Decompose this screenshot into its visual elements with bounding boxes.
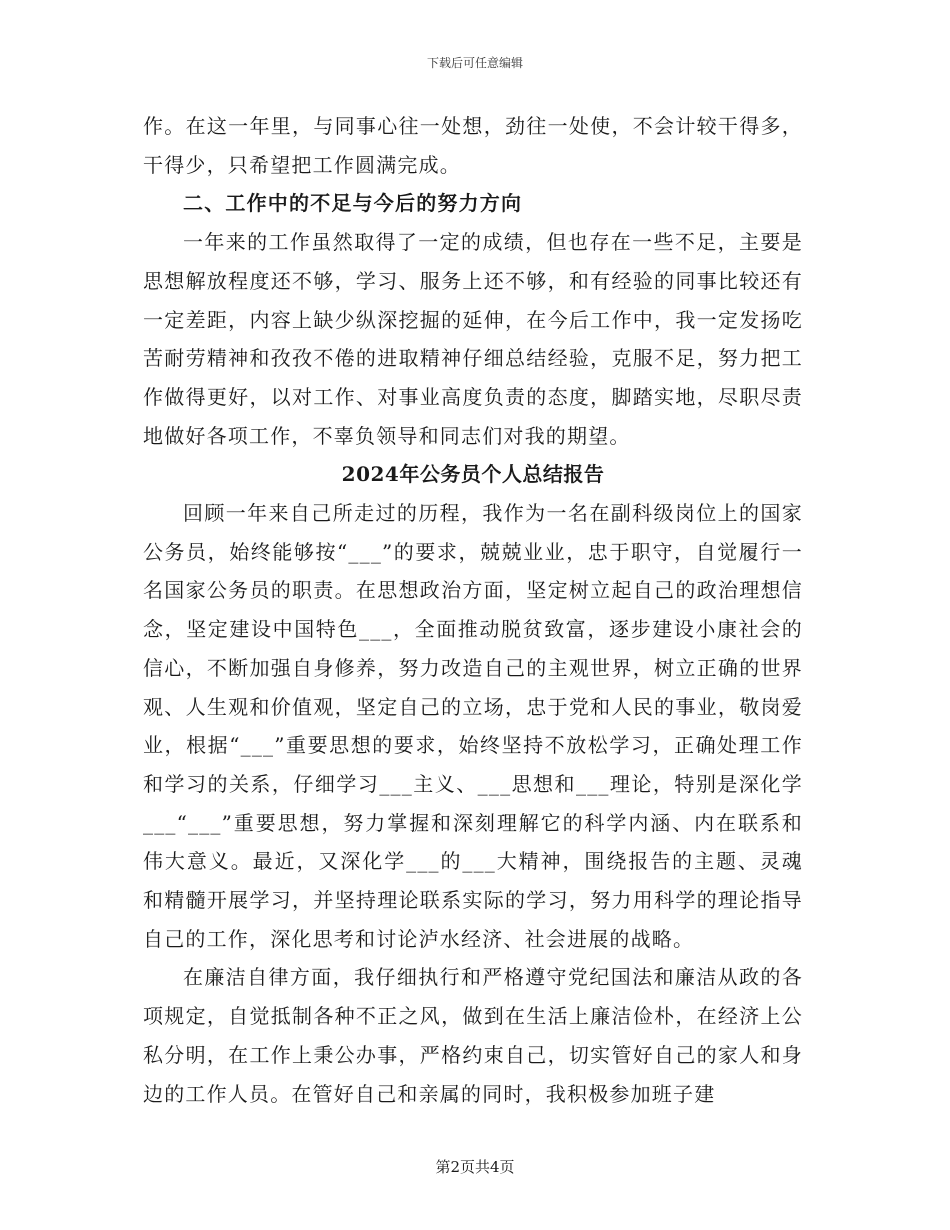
section-heading: 二、工作中的不足与今后的努力方向 [183,191,523,216]
paragraph-shortcomings: 一年来的工作虽然取得了一定的成绩，但也存在一些不足，主要是思想解放程度还不够，学习、服务上还不够，和有经验的同事比较还有一定差距，内容上缺少纵深挖掘的延伸，在今后工作中，我一定发扬吃苦耐劳精神和孜孜不倦的进取精神仔细总结经验，克服不足，努力把工作做得更好，以对工作、对事业高度负责的态度，脚踏实地，尽职尽责地做好各项工作，不辜负领导和同志们对我的期望。 [143,230,803,448]
document-title: 2024年公务员个人总结报告 [341,462,605,487]
paragraph-continuation: 作。在这一年里，与同事心往一处想，劲往一处使，不会计较干得多，干得少，只希望把工作圆满完成。 [143,114,803,177]
page-number: 第2页共4页 [435,1158,515,1176]
paragraph-review: 回顾一年来自己所走过的历程，我作为一名在副科级岗位上的国家公务员，始终能够按“___”的要求，兢兢业业，忠于职守，自觉履行一名国家公务员的职责。在思想政治方面，坚定树立起自己的政治理想信念，坚定建设中国特色___，全面推动脱贫致富，逐步建设小康社会的信心，不断加强自身修养，努力改造自己的主观世界，树立正确的世界观、人生观和价值观，坚定自己的立场，忠于党和人民的事业，敬岗爱业，根据“___”重要思想的要求，始终坚持不放松学习，正确处理工作和学习的关系，仔细学习___主义、___思想和___理论，特别是深化学___“___”重要思想，努力掌握和深刻理解它的科学内涵、内在联系和伟大意义。最近，又深化学___的___大精神，围绕报告的主题、灵魂和精髓开展学习，并坚持理论联系实际的学习，努力用科学的理论指导自己的工作，深化思考和讨论泸水经济、社会进展的战略。 [143,501,803,951]
header-note: 下载后可任意编辑 [426,56,523,70]
document-body [143,107,803,1113]
paragraph-integrity: 在廉洁自律方面，我仔细执行和严格遵守党纪国法和廉洁从政的各项规定，自觉抵制各种不正之风，做到在生活上廉洁俭朴，在经济上公私分明，在工作上秉公办事，严格约束自己，切实管好自己的家人和身边的工作人员。在管好自己和亲属的同时，我积极参加班子建 [143,965,803,1106]
